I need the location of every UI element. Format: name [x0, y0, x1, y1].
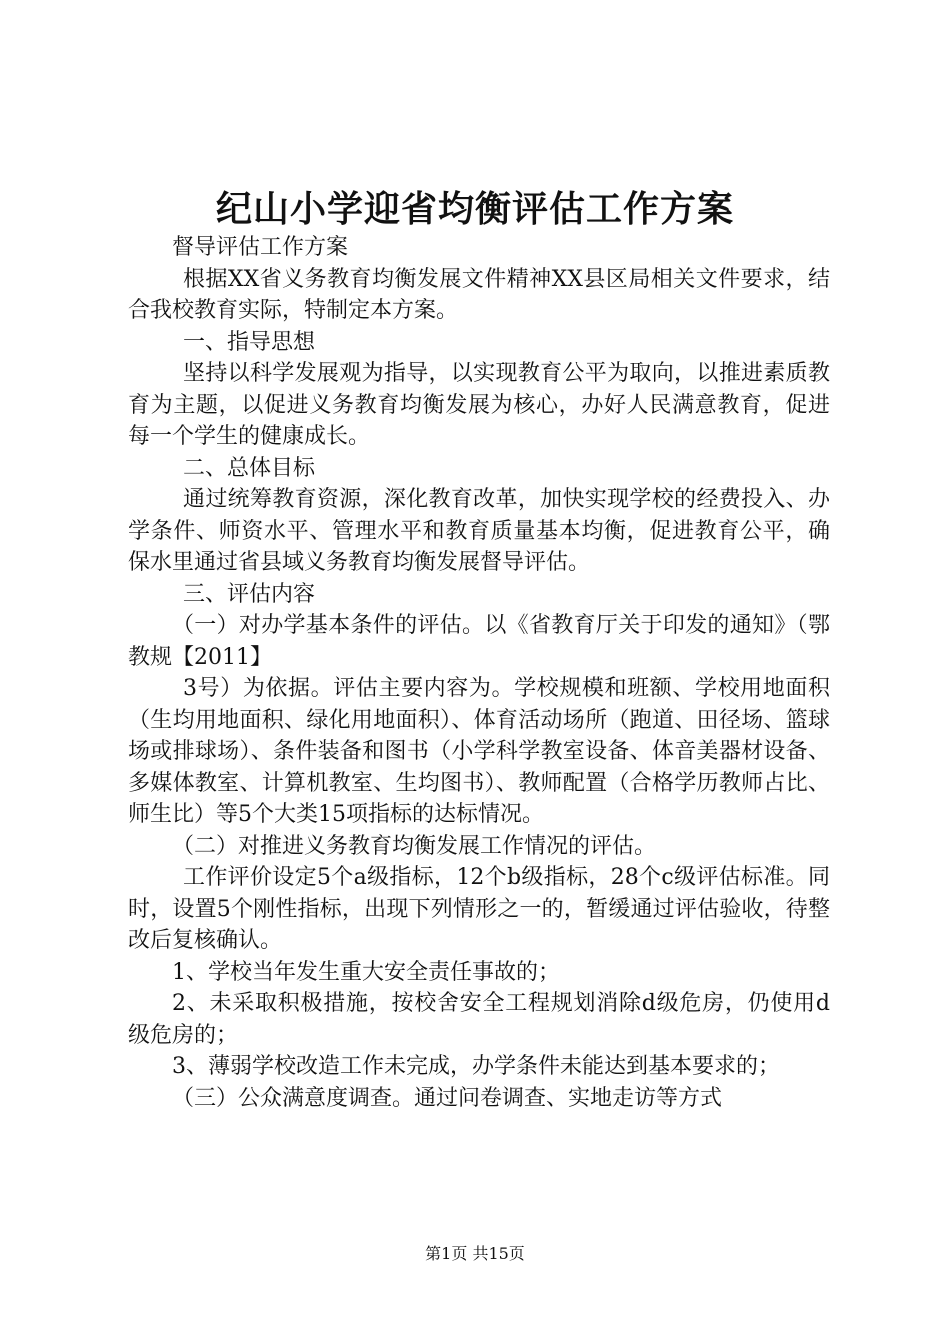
paragraph-public-satisfaction: （三）公众满意度调查。通过问卷调查、实地走访等方式: [172, 1085, 723, 1111]
document-body: [128, 232, 830, 1114]
list-item-safety-accident: 1、学校当年发生重大安全责任事故的；: [172, 959, 560, 985]
paragraph-balanced-development: （二）对推进义务教育均衡发展工作情况的评估。: [172, 833, 657, 859]
paragraph-indicators: 工作评价设定5个a级指标，12个b级指标，28个c级评估标准。同时，设置5个刚性指标，出现下列情形之一的，暂缓通过评估验收，待整改后复核确认。: [128, 865, 830, 953]
list-item-weak-school-renovation: 3、薄弱学校改造工作未完成，办学条件未能达到基本要求的；: [172, 1054, 780, 1079]
paragraph-guiding-ideology: 坚持以科学发展观为指导，以实现教育公平为取向，以推进素质教育为主题，以促进义务教育均衡发展为核心，办好人民满意教育，促进每一个学生的健康成长。: [128, 361, 830, 449]
page-footer: 第1页 共15页: [425, 1244, 525, 1263]
paragraph-intro: 根据XX省义务教育均衡发展文件精神XX县区局相关文件要求，结合我校教育实际，特制定本方案。: [128, 266, 830, 323]
list-item-dangerous-buildings: 2、未采取积极措施，按校舍安全工程规划消除d级危房，仍使用d级危房的；: [128, 991, 830, 1048]
paragraph-subtitle: 督导评估工作方案: [172, 235, 349, 260]
section-heading-guiding-ideology: 一、指导思想: [183, 329, 316, 355]
document-title: 纪山小学迎省均衡评估工作方案: [215, 188, 734, 230]
paragraph-overall-goal: 通过统筹教育资源，深化教育改革，加快实现学校的经费投入、办学条件、师资水平、管理水平和教育质量基本均衡，促进教育公平，确保水里通过省县域义务教育均衡发展督导评估。: [128, 487, 830, 575]
paragraph-basic-conditions-details: 3号）为依据。评估主要内容为。学校规模和班额、学校用地面积（生均用地面积、绿化用地面积）、体育活动场所（跑道、田径场、篮球场或排球场）、条件装备和图书（小学科学教室设备、体音美器材设备、多媒体教室、计算机教室、生均图书）、教师配置（合格学历教师占比、师生比）等5个大类15项指标的达标情况。: [128, 676, 830, 827]
section-heading-evaluation-content: 三、评估内容: [183, 581, 316, 607]
paragraph-basic-conditions: （一）对办学基本条件的评估。以《省教育厅关于印发的通知》（鄂教规【2011】: [128, 613, 830, 670]
section-heading-overall-goal: 二、总体目标: [183, 455, 316, 481]
